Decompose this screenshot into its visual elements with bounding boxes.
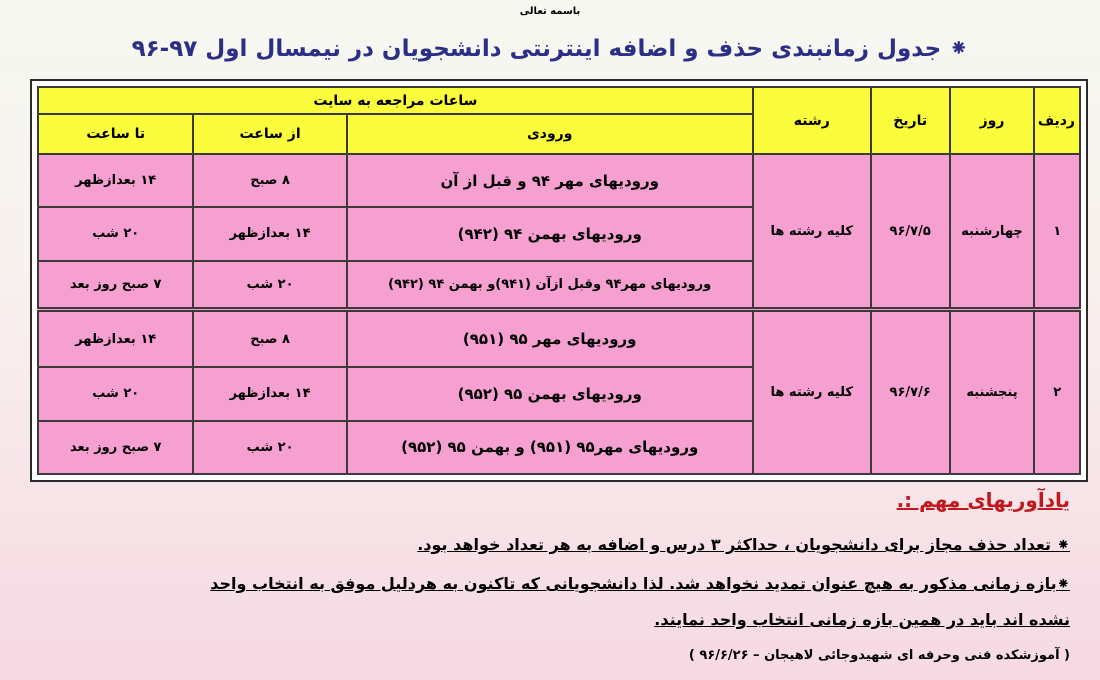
from-cell: ۲۰ شب	[193, 421, 346, 474]
header-hours-group: ساعات مراجعه به سایت	[38, 87, 753, 114]
table-row	[38, 154, 1080, 207]
basmala: باسمه تعالی	[519, 6, 581, 17]
entry-cell: ورودیهای بهمن ۹۵ (۹۵۲)	[347, 367, 753, 420]
row-number-cell: ۱	[1034, 154, 1080, 310]
to-cell: ۲۰ شب	[38, 367, 193, 420]
day-cell: پنجشنبه	[950, 310, 1035, 474]
entry-cell: ورودیهای بهمن ۹۴ (۹۴۲)	[347, 207, 753, 260]
header-entry: ورودی	[347, 114, 753, 154]
schedule-table-frame	[30, 79, 1088, 482]
to-cell: ۷ صبح روز بعد	[38, 421, 193, 474]
note-no-extension-continued: نشده اند باید در همین بازه زمانی انتخاب واحد نمایند.	[654, 610, 1070, 629]
to-cell: ۱۴ بعدازظهر	[38, 310, 193, 367]
schedule-table	[37, 86, 1081, 475]
date-cell: ۹۶/۷/۶	[871, 310, 950, 474]
field-cell: کلیه رشته ها	[753, 154, 871, 310]
from-cell: ۲۰ شب	[193, 261, 346, 310]
entry-cell: ورودیهای مهر ۹۴ و قبل از آن	[347, 154, 753, 207]
notes-title: یادآوریهای مهم :.	[896, 488, 1070, 512]
date-cell: ۹۶/۷/۵	[871, 154, 950, 310]
header-from: از ساعت	[193, 114, 346, 154]
entry-cell: ورودیهای مهر ۹۵ (۹۵۱)	[347, 310, 753, 367]
note-no-extension: ⁕بازه زمانی مذکور به هیچ عنوان تمدید نخواهد شد. لذا دانشجویانی که تاکنون به هردلیل موفق به انتخاب واحد	[210, 574, 1070, 593]
to-cell: ۱۴ بعدازظهر	[38, 154, 193, 207]
page-title: ⁕ جدول زمانبندی حذف و اضافه اینترنتی دانشجویان در نیمسال اول ۹۷-۹۶	[131, 36, 969, 62]
entry-cell: ورودیهای مهر۹۵ (۹۵۱) و بهمن ۹۵ (۹۵۲)	[347, 421, 753, 474]
header-date: تاریخ	[871, 87, 950, 154]
from-cell: ۸ صبح	[193, 154, 346, 207]
to-cell: ۷ صبح روز بعد	[38, 261, 193, 310]
header-row-number: ردیف	[1034, 87, 1080, 154]
from-cell: ۸ صبح	[193, 310, 346, 367]
header-field: رشته	[753, 87, 871, 154]
from-cell: ۱۴ بعدازظهر	[193, 367, 346, 420]
day-cell: چهارشنبه	[950, 154, 1035, 310]
field-cell: کلیه رشته ها	[753, 310, 871, 474]
note-max-drop: ⁕ تعداد حذف مجاز برای دانشجویان ، حداکثر ۳ درس و اضافه به هر تعداد خواهد بود.	[417, 535, 1070, 554]
to-cell: ۲۰ شب	[38, 207, 193, 260]
header-day: روز	[950, 87, 1035, 154]
from-cell: ۱۴ بعدازظهر	[193, 207, 346, 260]
entry-cell: ورودیهای مهر۹۴ وقبل ازآن (۹۴۱)و بهمن ۹۴ (۹۴۲)	[347, 261, 753, 310]
footer-signature: ( آموزشکده فنی وحرفه ای شهیدوجائی لاهیجان – ۹۶/۶/۲۶ )	[688, 648, 1070, 663]
header-to: تا ساعت	[38, 114, 193, 154]
table-row	[38, 310, 1080, 367]
row-number-cell: ۲	[1034, 310, 1080, 474]
